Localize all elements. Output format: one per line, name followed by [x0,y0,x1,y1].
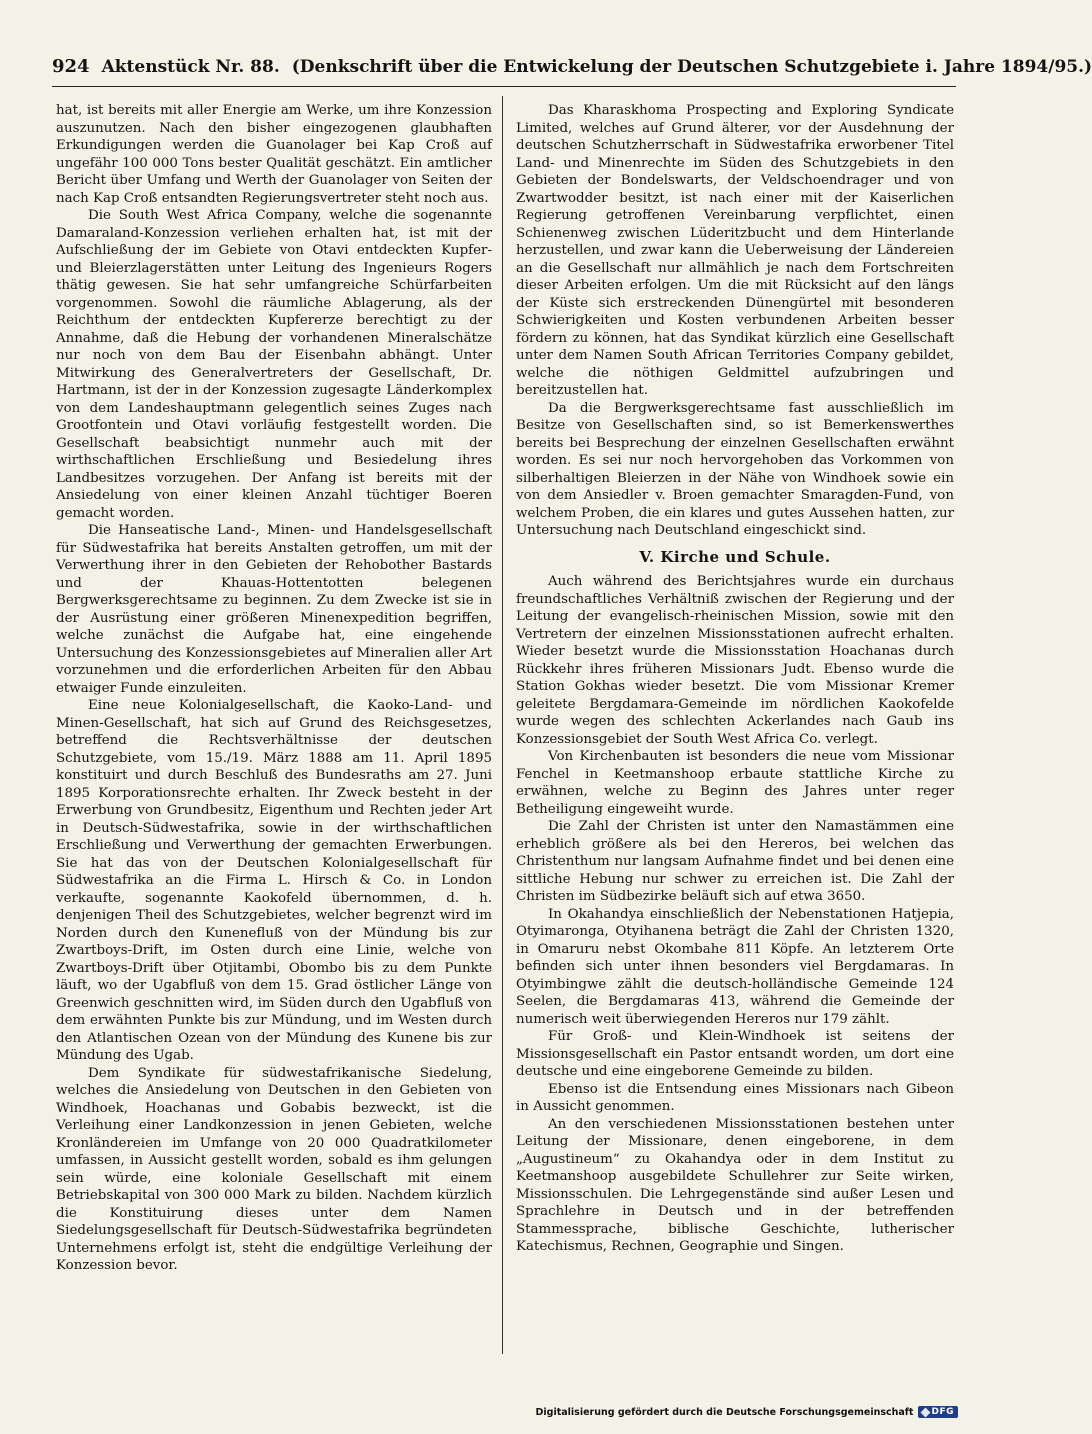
dfg-logo-text: DFG [931,1407,954,1417]
header-rule [52,86,956,87]
column-divider [502,96,503,1354]
right-paragraph-4: Von Kirchenbauten ist besonders die neue vom Missionar Fenchel in Keetmanshoop erbaute stattliche Kirche zu erwähnen, welche zu Beginn des Jahres unter reger Betheiligung eingeweiht wurde. [516,749,954,817]
right-paragraph-3: Auch während des Berichtsjahres wurde ein durchaus freundschaftliches Verhältniß zwischen der Regierung und der Leitung der evangelisch-rheinischen Mission, sowie mit den Vertretern der einzelnen Missionsstationen aufrecht erhalten. Wieder besetzt wurde die Missionsstation Hoachanas durch Rückkehr ihres früheren Missionars Judt. Ebenso wurde die Station Gokhas wieder besetzt. Die vom Missionar Kremer geleitete Bergdamara-Gemeinde im nördlichen Kaokofelde wurde wegen des schlechten Ackerlandes nach Gaub ins Konzessionsgebiet der South West Africa Co. verlegt. [516,574,954,747]
right-paragraph-2: Da die Bergwerksgerechtsame fast ausschließlich im Besitze von Gesellschaften sind, so ist Bemerkenswerthes bereits bei Besprechung der einzelnen Gesellschaften erwähnt worden. Es sei nur noch hervorgehoben das Vorkommen von silberhaltigen Bleierzen in der Nähe von Windhoek sowie ein von dem Ansiedler v. Broen gemachter Smaragden-Fund, von welchem Proben, die ein klares und gutes Aussehen hatten, zur Untersuchung nach Deutschland eingeschickt sind. [516,400,954,538]
right-paragraph-6: In Okahandya einschließlich der Nebenstationen Hatjepia, Otyimaronga, Otyihanena beträgt die Zahl der Christen 1320, in Omaruru nebst Okombahe 811 Köpfe. An letzterem Orte befinden sich unter ihnen besonders viel Bergdamaras. In Otyimbingwe zählt die deutsch-holländische Gemeinde 124 Seelen, die Bergdamaras 413, während die Gemeinde der numerisch weit überwiegenden Hereros nur 179 zählt. [516,906,954,1027]
left-column [56,102,492,1357]
right-paragraph-1: Das Kharaskhoma Prospecting and Exploring Syndicate Limited, welches auf Grund älterer, vor der Ausdehnung der deutschen Schutzherrschaft in Südwestafrika erworbener Titel Land- und Minenrechte im Süden des Schutzgebiets in den Gebieten der Bondelswarts, der Veldschoendrager und von Zwartwodder besitzt, ist nach einer mit der Kaiserlichen Regierung getroffenen Vereinbarung verpflichtet, einen Schienenweg zwischen Lüderitzbucht und dem Hinterlande herzustellen, und zwar kann die Ueberweisung der Ländereien an die Gesellschaft nur allmählich je nach dem Fortschreiten dieser Arbeiten erfolgen. Um die mit Rücksicht auf den längs der Küste sich erstreckenden Dünengürtel mit besonderen Schwierigkeiten und Kosten verbundenen Arbeiten besser fördern zu können, hat das Syndikat kürzlich eine Gesellschaft unter dem Namen South African Territories Company gebildet, welche die nöthigen Geldmittel aufzubringen und bereitzustellen hat. [516,103,954,398]
document-title: (Denkschrift über die Entwickelung der Deutschen Schutzgebiete i. Jahre 1894/95.) [291,57,1092,77]
digitization-footer [536,1404,959,1420]
right-paragraph-5: Die Zahl der Christen ist unter den Namastämmen eine erheblich größere als bei den Hereros, bei welchen das Christenthum nur langsam Aufnahme findet und bei denen eine sittliche Hebung nur schwer zu erreichen ist. Die Zahl der Christen im Südbezirke beläuft sich auf etwa 3650. [516,819,954,904]
dfg-logo [918,1406,958,1418]
document-reference: Aktenstück Nr. 88. [101,57,280,77]
footer-credit: Digitalisierung gefördert durch die Deutsche Forschungsgemeinschaft [535,1406,914,1418]
left-paragraph-1: hat, ist bereits mit aller Energie am Werke, um ihre Konzession auszunutzen. Nach den bisher eingezogenen glaubhaften Erkundigungen werden die Guanolager bei Kap Croß auf ungefähr 100 000 Tons bester Qualität geschätzt. Ein amtlicher Bericht über Umfang und Werth der Guanolager von Seiten der nach Kap Croß entsandten Regierungsvertreter steht noch aus. [56,103,492,206]
page-header [52,56,1092,86]
right-paragraph-8: Ebenso ist die Entsendung eines Missionars nach Gibeon in Aussicht genommen. [516,1081,954,1114]
right-column [516,102,954,1357]
page-number: 924 [52,56,90,77]
dfg-diamond-icon [921,1407,931,1417]
left-paragraph-3: Die Hanseatische Land-, Minen- und Handelsgesellschaft für Südwestafrika hat bereits Anstalten getroffen, um mit der Verwerthung ihrer in den Gebieten der Rehobother Bastards und der Khauas-Hottentotten belegenen Bergwerksgerechtsame zu beginnen. Zu dem Zwecke ist sie in der Ausrüstung einer größeren Minenexpedition begriffen, welche zunächst die Aufgabe hat, eine eingehende Untersuchung des Konzessionsgebietes auf Mineralien aller Art vorzunehmen und die erforderlichen Arbeiten für den Abbau etwaiger Funde einzuleiten. [56,523,492,696]
section-heading: V. Kirche und Schule. [639,547,831,566]
left-paragraph-2: Die South West Africa Company, welche die sogenannte Damaraland-Konzession verliehen erhalten hat, ist mit der Aufschließung der im Gebiete von Otavi entdeckten Kupfer- und Bleierzlagerstätten unter Leitung des Ingenieurs Rogers thätig gewesen. Sie hat sehr umfangreiche Schürfarbeiten vorgenommen. Sowohl die räumliche Ablagerung, als der Reichthum der entdeckten Kupfererze berechtigt zu der Annahme, daß die Hebung der vorhandenen Mineralschätze nur noch von dem Bau der Eisenbahn abhängt. Unter Mitwirkung des Generalvertreters der Gesellschaft, Dr. Hartmann, ist der in der Konzession zugesagte Länderkomplex von dem Landeshauptmann gelegentlich seines Zuges nach Grootfontein und Otavi vorläufig festgestellt worden. Die Gesellschaft beabsichtigt nunmehr auch mit der wirthschaftlichen Erschließung und Besiedelung ihres Landbesitzes vorzugehen. Der Anfang ist bereits mit der Ansiedelung von einer kleinen Anzahl tüchtiger Boeren gemacht worden. [56,208,492,521]
right-paragraph-9: An den verschiedenen Missionsstationen bestehen unter Leitung der Missionare, denen eingeborene, in dem „Augustineum“ zu Okahandya oder in dem Institut zu Keetmanshoop ausgebildete Schullehrer zur Seite wirken, Missionsschulen. Die Lehrgegenstände sind außer Lesen und Sprachlehre in Deutsch und in der betreffenden Stammessprache, biblische Geschichte, lutherischer Katechismus, Rechnen, Geographie und Singen. [516,1116,954,1254]
right-paragraph-7: Für Groß- und Klein-Windhoek ist seitens der Missionsgesellschaft ein Pastor entsandt worden, um dort eine deutsche und eine eingeborene Gemeinde zu bilden. [516,1029,954,1079]
left-paragraph-4: Eine neue Kolonialgesellschaft, die Kaoko-Land- und Minen-Gesellschaft, hat sich auf Grund des Reichsgesetzes, betreffend die Rechtsverhältnisse der deutschen Schutzgebiete, vom 15./19. März 1888 am 11. April 1895 konstituirt und durch Beschluß des Bundesraths am 27. Juni 1895 Korporationsrechte erhalten. Ihr Zweck besteht in der Erwerbung von Grundbesitz, Eigenthum und Rechten jeder Art in Deutsch-Südwestafrika, sowie in der wirthschaftlichen Erschließung und Verwerthung der gemachten Erwerbungen. Sie hat das von der Deutschen Kolonialgesellschaft für Südwestafrika an die Firma L. Hirsch & Co. in London verkaufte, sogenannte Kaokofeld übernommen, d. h. denjenigen Theil des Schutzgebietes, welcher begrenzt wird im Norden durch den Kunenefluß von der Mündung bis zur Zwartboys-Drift, im Osten durch eine Linie, welche von Zwartboys-Drift über Otjitambi, Obombo bis zu dem Punkte läuft, wo der Ugabfluß von dem 15. Grad östlicher Länge von Greenwich geschnitten wird, im Süden durch den Ugabfluß von dem erwähnten Punkte bis zur Mündung, und im Westen durch den Atlantischen Ozean von der Mündung des Kunene bis zur Mündung des Ugab. [56,698,492,1063]
left-paragraph-5: Dem Syndikate für südwestafrikanische Siedelung, welches die Ansiedelung von Deutschen in den Gebieten von Windhoek, Hoachanas und Gobabis bezweckt, ist die Verleihung einer Landkonzession in jenen Gebieten, welche Kronländereien im Umfange von 20 000 Quadratkilometer umfassen, in Aussicht gestellt worden, sobald es ihm gelungen sein würde, eine koloniale Gesellschaft mit einem Betriebskapital von 300 000 Mark zu bilden. Nachdem kürzlich die Konstituirung dieses unter dem Namen Siedelungsgesellschaft für Deutsch-Südwestafrika begründeten Unternehmens erfolgt ist, steht die endgültige Verleihung der Konzession bevor. [56,1065,492,1273]
